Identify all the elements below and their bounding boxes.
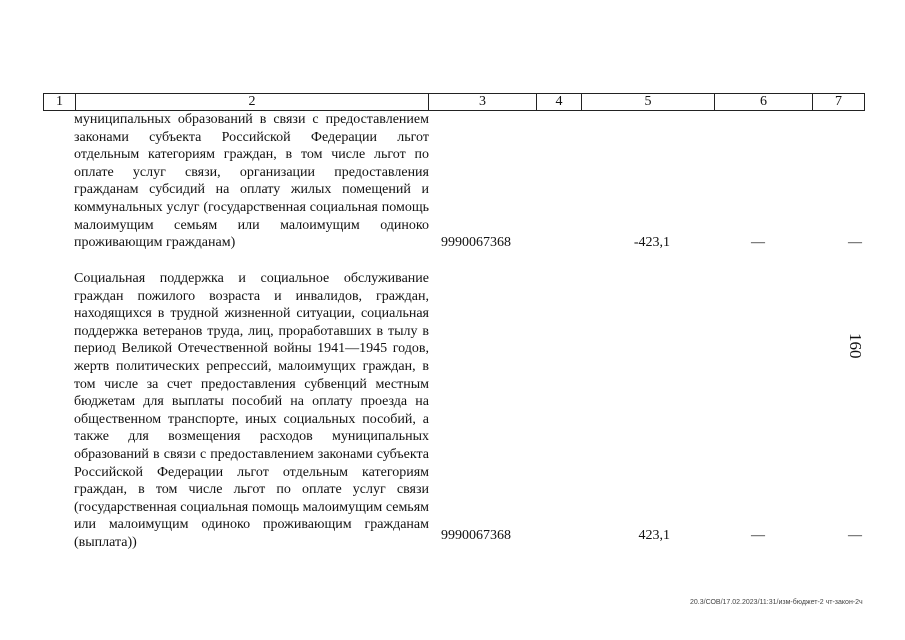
row-1-col6: — — [751, 235, 765, 250]
row-2-col6: — — [751, 528, 765, 543]
header-col-3: 3 — [428, 94, 536, 110]
header-col-1: 1 — [56, 94, 63, 109]
page-number: 160 — [846, 333, 865, 359]
footer-stamp: 20.3/СОВ/17.02.2023/11:31/изм-бюджет-2 чт-закон-2ч — [690, 599, 863, 606]
header-col-7: 7 — [812, 94, 864, 110]
header-col-6: 6 — [714, 94, 812, 110]
header-col-5: 5 — [581, 94, 714, 110]
table-header-row — [43, 93, 865, 111]
row-2-code: 9990067368 — [441, 528, 511, 543]
row-1-col7: — — [848, 235, 862, 250]
row-1-code: 9990067368 — [441, 235, 511, 250]
row-1-description: муниципальных образований в связи с предоставлением законами субъекта Российской Федерации льгот отдельным категориям граждан, в том числе льгот по оплате услуг связи, организации предоставления гражданам субсидий на оплату жилых помещений и коммунальных услуг (государственная социальная помощь малоимущим семьям или малоимущим одиноко проживающим гражданам) — [74, 112, 429, 251]
header-col-4: 4 — [536, 94, 581, 110]
row-2-description: Социальная поддержка и социальное обслуживание граждан пожилого возраста и инвалидов, граждан, находящихся в трудной жизненной ситуации, социальная поддержка ветеранов труда, лиц, проработавших в тылу в период Великой Отечественной войны 1941—1945 годов, жертв политических репрессий, малоимущих граждан, в том числе за счет предоставления субвенций местным бюджетам для выплаты пособий на оплату проезда на общественном транспорте, иных социальных пособий, а также для возмещения расходов муниципальных образований в связи с предоставлением законами субъекта Российской Федерации льгот отдельным категориям граждан, в том числе льгот по оплате услуг связи (государственная социальная помощь малоимущим семьям или малоимущим одиноко проживающим гражданам (выплата)) — [74, 271, 429, 550]
row-2-amount: 423,1 — [638, 528, 670, 543]
row-2-col7: — — [848, 528, 862, 543]
row-1-amount: -423,1 — [633, 235, 670, 250]
header-col-2: 2 — [75, 94, 428, 110]
